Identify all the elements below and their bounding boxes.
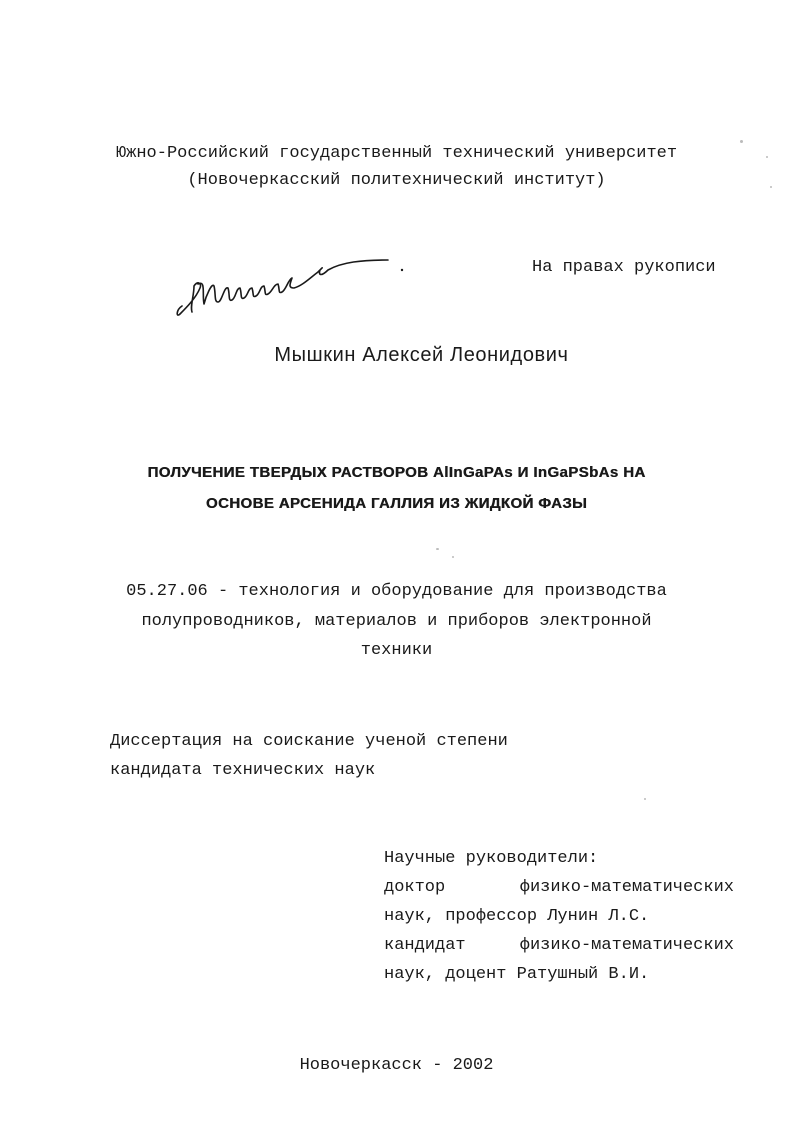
supervisor-2-name: наук, доцент Ратушный В.И.: [384, 965, 650, 984]
specialty-line-2: полупроводников, материалов и приборов электронной: [141, 612, 652, 631]
scan-speck: [770, 186, 772, 188]
thesis-title-line-2: ОСНОВЕ АРСЕНИДА ГАЛЛИЯ ИЗ ЖИДКОЙ ФАЗЫ: [205, 495, 588, 512]
scan-speck: [766, 156, 768, 158]
manuscript-rights-label: На правах рукописи: [532, 258, 716, 277]
signature-image: [172, 250, 412, 322]
supervisor-2-degree: кандидат: [384, 936, 466, 955]
supervisor-1-field: физико-математических: [519, 878, 734, 897]
dissertation-line-2: кандидата технических наук: [110, 761, 376, 780]
scan-speck: [644, 798, 646, 800]
thesis-title-line-1: ПОЛУЧЕНИЕ ТВЕРДЫХ РАСТВОРОВ AlInGaPAs И InGaPSbAs НА: [147, 464, 646, 481]
supervisors-block: [384, 849, 734, 994]
scan-speck: [740, 140, 743, 143]
scan-speck: [436, 548, 439, 550]
university-name: Южно-Российский государственный технический университет: [115, 144, 678, 163]
institute-name: (Новочеркасский политехнический институт): [187, 171, 606, 190]
dissertation-line-1: Диссертация на соискание ученой степени: [110, 732, 508, 751]
supervisor-1-rank: [384, 878, 734, 907]
specialty-line-1: 05.27.06 - технология и оборудование для производства: [126, 582, 667, 601]
scan-speck: [452, 556, 454, 558]
specialty-line-3: техники: [360, 641, 433, 660]
supervisor-2-field: физико-математических: [519, 936, 734, 955]
author-name: Мышкин Алексей Леонидович: [274, 344, 569, 366]
supervisor-2-rank: [384, 936, 734, 965]
supervisor-1-degree: доктор: [384, 878, 446, 897]
city-year: Новочеркасск - 2002: [299, 1056, 494, 1075]
supervisor-1-name: наук, профессор Лунин Л.С.: [384, 907, 650, 926]
supervisors-heading: Научные руководители:: [384, 849, 599, 868]
